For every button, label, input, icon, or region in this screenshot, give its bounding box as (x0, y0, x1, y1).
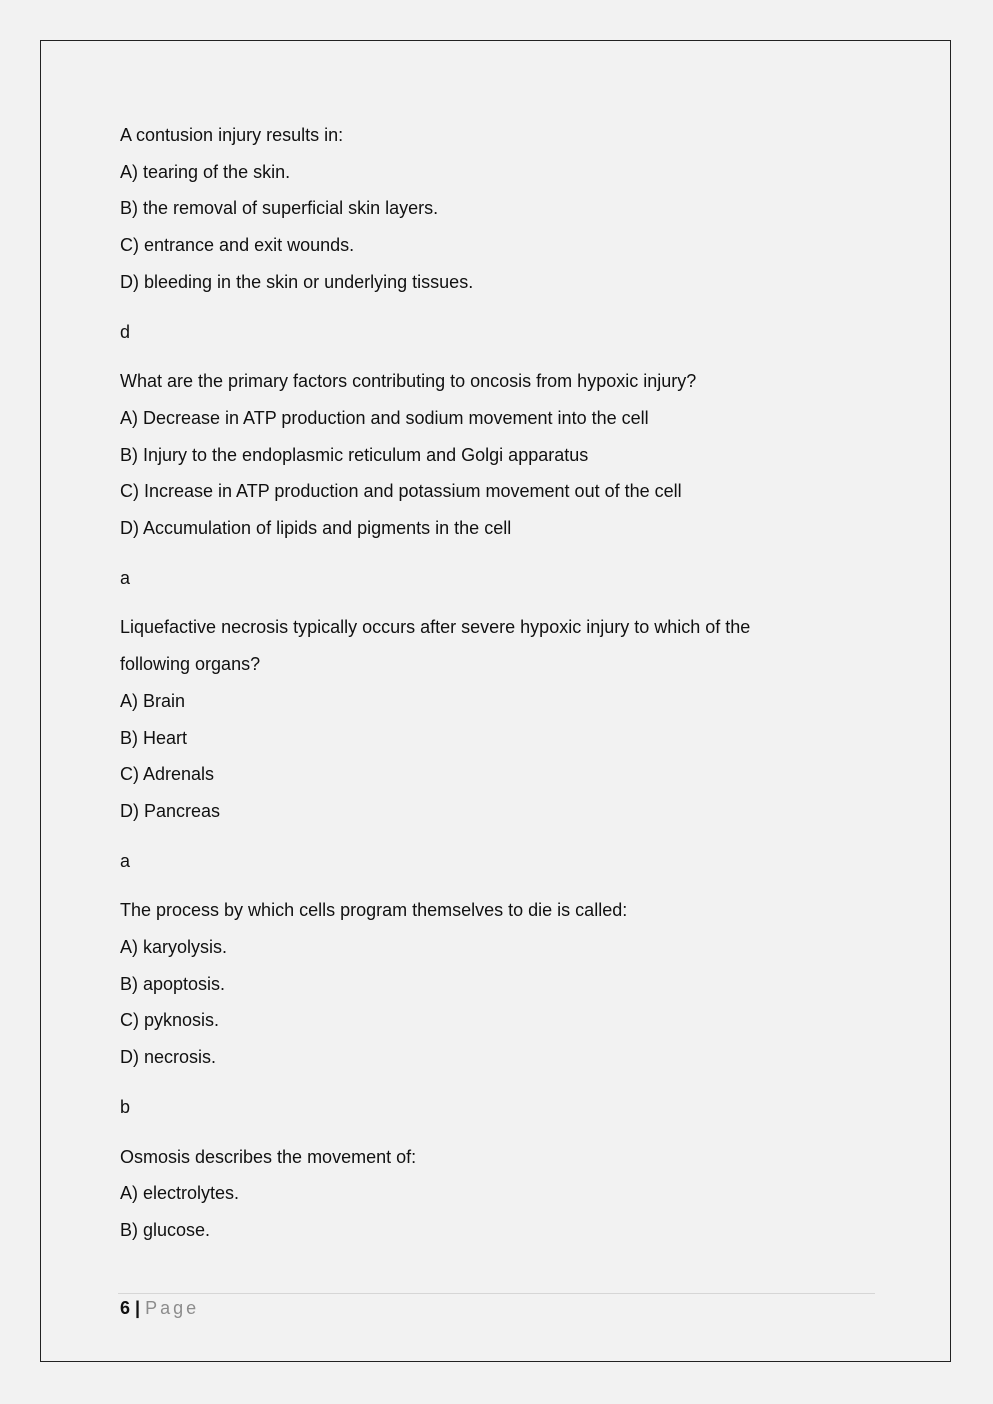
option-a: A) electrolytes. (120, 1183, 240, 1204)
option-c: C) entrance and exit wounds. (120, 235, 355, 256)
page-label: Page (145, 1298, 200, 1318)
option-b: B) Heart (120, 727, 188, 748)
page-number: 6 (120, 1298, 131, 1318)
question-text: The process by which cells program themselves to die is called: (120, 900, 628, 921)
option-b: B) glucose. (120, 1219, 211, 1240)
question-text-line-1: Liquefactive necrosis typically occurs after severe hypoxic injury to which of the (120, 617, 751, 638)
answer-key: a (120, 850, 131, 871)
option-d: D) bleeding in the skin or underlying tissues. (120, 271, 474, 292)
option-a: A) karyolysis. (120, 937, 228, 958)
option-b: B) apoptosis. (120, 973, 226, 994)
question-text: Osmosis describes the movement of: (120, 1146, 417, 1167)
answer-key: a (120, 567, 131, 588)
option-c: C) pyknosis. (120, 1010, 220, 1031)
question-text: What are the primary factors contributing to oncosis from hypoxic injury? (120, 371, 697, 392)
document-body (120, 117, 820, 1249)
option-d: D) Accumulation of lipids and pigments in the cell (120, 518, 512, 539)
option-b: B) Injury to the endoplasmic reticulum and Golgi apparatus (120, 444, 589, 465)
question-text: A contusion injury results in: (120, 125, 344, 145)
option-b: B) the removal of superficial skin layers. (120, 198, 439, 219)
option-a: A) tearing of the skin. (120, 161, 291, 182)
question-text-line-2: following organs? (120, 654, 261, 675)
option-a: A) Brain (120, 690, 186, 711)
option-d: D) Pancreas (120, 800, 221, 821)
answer-key: b (120, 1096, 131, 1117)
footer-divider (118, 1293, 875, 1294)
page-footer (120, 1297, 199, 1319)
footer-separator: | (135, 1298, 141, 1318)
option-a: A) Decrease in ATP production and sodium movement into the cell (120, 407, 649, 428)
option-c: C) Increase in ATP production and potassium movement out of the cell (120, 481, 682, 502)
answer-key: d (120, 321, 131, 342)
option-d: D) necrosis. (120, 1047, 217, 1068)
option-c: C) Adrenals (120, 764, 215, 785)
